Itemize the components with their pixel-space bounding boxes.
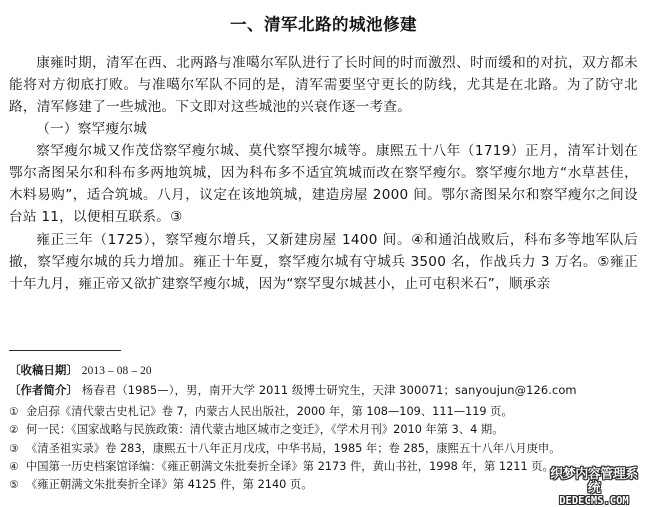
footnote-reference-3	[9, 440, 638, 458]
paragraph-kangxi-58: 察罕瘦尔城又作茂岱察罕瘦尔城、莫代察罕搜尔城等。康熙五十八年（1719）正月，清军计划在鄂尔斋图呆尔和科布多两地筑城，因为科布多不适宜筑城而改在察罕瘦尔。察罕瘦尔地方“水草甚佳，木料易购”，适合筑城。八月，议定在该地筑城，建造房屋 2000 间。鄂尔斋图呆尔和察罕瘦尔之间设台站 11，以便相互联系。③	[9, 143, 638, 226]
footnote-section	[9, 361, 638, 494]
footnote-received-value: 2013 – 08 – 20	[81, 365, 152, 377]
footnote-text-1: 金启孮《清代蒙古史札记》卷 7，内蒙古人民出版社，2000 年，第 108—109、111—119 页。	[26, 405, 513, 419]
paragraph-intro: 康雍时期，清军在西、北两路与准噶尔军队进行了长时间的时而激烈、时而缓和的对抗，双方都未能将对方彻底打败。与准噶尔军队不同的是，清军需要坚守更长的防线，尤其是在北路。为了防守北路，清军修建了一些城池。下文即对这些城池的兴衰作逐一考查。	[9, 54, 638, 115]
footnote-marker-5: ⑤	[9, 479, 19, 491]
footnote-marker-3: ③	[9, 442, 19, 455]
section-heading-chahansouer: （一）察罕瘦尔城	[36, 121, 148, 138]
footnote-received-date	[9, 361, 638, 381]
footnote-received-label: 〔收稿日期〕	[9, 363, 79, 377]
footnote-author-info	[9, 381, 638, 400]
document-body	[9, 52, 638, 295]
footnote-author-label: 〔作者简介〕	[9, 382, 79, 397]
footnote-divider	[9, 350, 121, 351]
footnote-reference-5	[9, 476, 638, 494]
footnote-text-5: 《雍正朝满文朱批奏折全译》第 4125 件，第 2140 页。	[26, 478, 313, 491]
page-title: 一、清军北路的城池修建	[230, 15, 417, 34]
footnote-text-3: 《清圣祖实录》卷 283，康熙五十八年正月戊戌，中华书局，1985 年；卷 285，康熙五十八年八月庚申。	[26, 441, 561, 455]
footnote-reference-4	[9, 458, 638, 476]
watermark-chinese-text: 织梦内容管理系统	[550, 467, 638, 496]
footnote-text-4: 中国第一历史档案馆译编：《雍正朝满文朱批奏折全译》第 2173 件，黄山书社，1998 年，第 1211 页。	[26, 459, 554, 473]
footnote-reference-2	[9, 421, 638, 439]
watermark-english-text: DEDECMS.COM	[559, 495, 629, 507]
paragraph-yongzheng-3: 雍正三年（1725），察罕瘦尔增兵，又新建房屋 1400 间。④和通泊战败后，科布多等地军队后撤，察罕瘦尔城的兵力增加。雍正十年夏，察罕瘦尔城有守城兵 3500 名，作战兵力 3 万名。⑤雍正十年九月，雍正帝又欲扩建察罕瘦尔城，因为“察罕叟尔城甚小，止可屯积米石”，顺承亲	[9, 231, 638, 292]
footnote-marker-4: ④	[9, 460, 19, 473]
footnote-author-value: 杨春君（1985—），男，南开大学 2011 级博士研究生，天津 300071；sanyoujun@126.com	[81, 382, 577, 397]
footnote-reference-1	[9, 403, 638, 421]
document-page	[0, 13, 647, 507]
footnote-marker-1: ①	[9, 406, 19, 419]
footnote-text-2: 何一民：《国家战略与民族政策：清代蒙古地区城市之变迁》，《学术月刊》2010 年第 3、4 期。	[26, 423, 504, 437]
footnote-marker-2: ②	[9, 424, 19, 437]
